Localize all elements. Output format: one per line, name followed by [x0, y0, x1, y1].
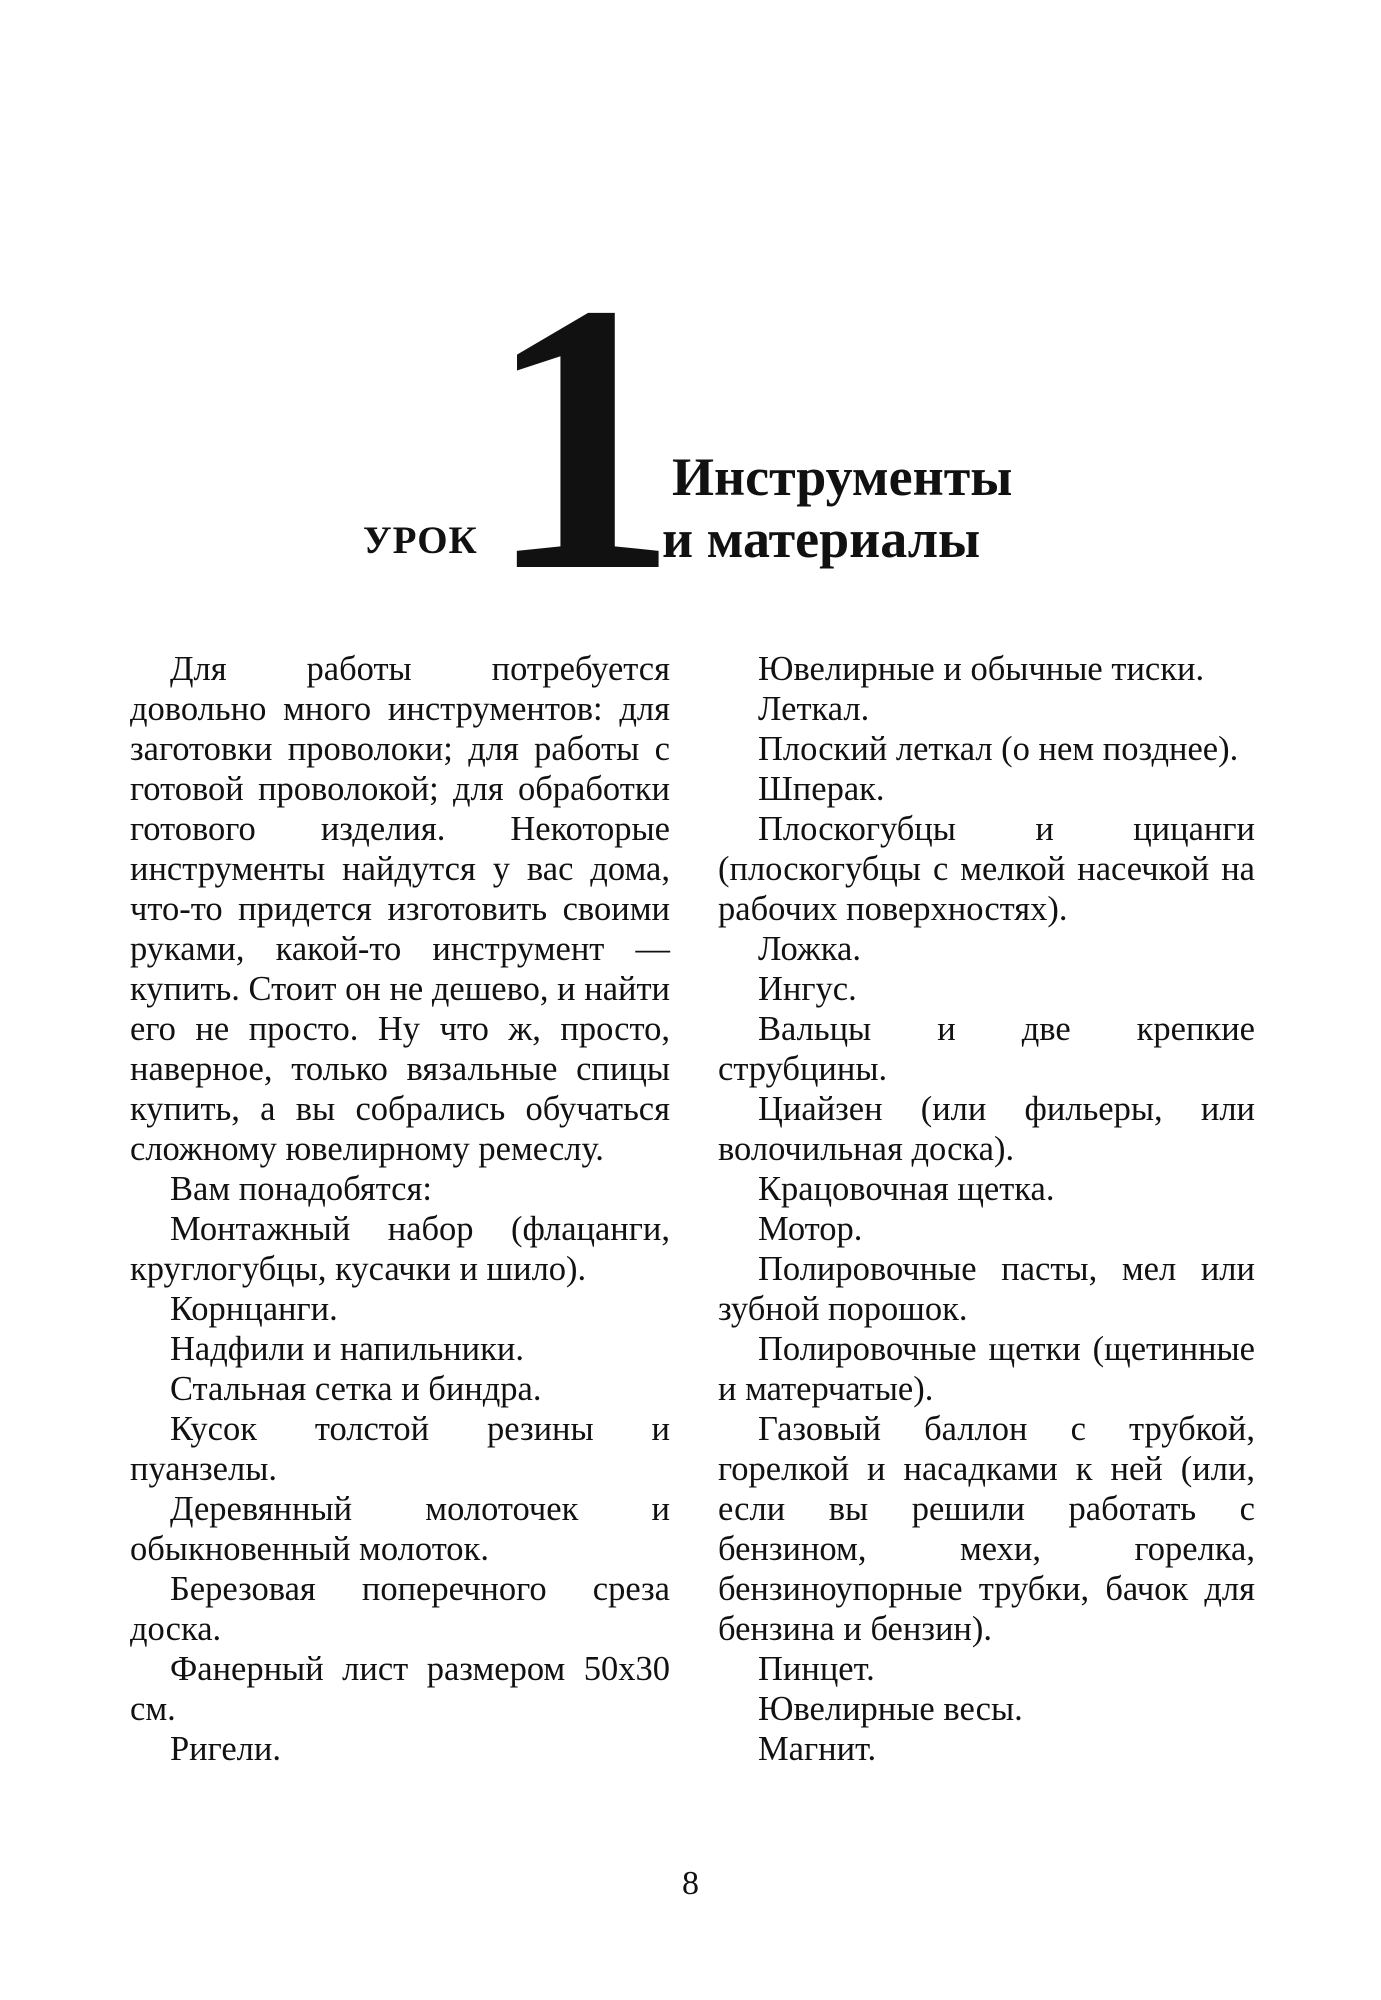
list-item: Стальная сетка и биндра. — [170, 1370, 542, 1408]
list-intro: Вам понадобятся: — [170, 1170, 432, 1208]
list-item: Корнцанги. — [170, 1290, 338, 1328]
list-item: Циайзен (или фильеры, или волочильная доска). — [718, 1090, 1255, 1168]
list-item: Ригели. — [170, 1730, 281, 1768]
lesson-title-line-2: и материалы — [662, 509, 981, 569]
lesson-label: УРОК — [363, 519, 478, 562]
list-item: Кусок толстой резины и пуанзелы. — [130, 1410, 670, 1488]
list-item: Ювелирные весы. — [758, 1690, 1023, 1728]
page-number: 8 — [682, 1865, 699, 1902]
list-item: Полировочные пасты, мел или зубной порошок. — [718, 1250, 1255, 1328]
list-item: Плоский леткал (о нем позднее). — [758, 730, 1239, 768]
lesson-title-line-1: Инструменты — [672, 447, 1013, 507]
list-item: Вальцы и две крепкие струбцины. — [718, 1010, 1255, 1088]
left-column — [130, 649, 670, 1769]
list-item: Ложка. — [758, 930, 861, 968]
list-item: Магнит. — [758, 1730, 877, 1768]
list-item: Пинцет. — [758, 1650, 875, 1688]
list-item: Мотор. — [758, 1210, 863, 1248]
list-item: Плоскогубцы и цицанги (плоскогубцы с мелкой насечкой на рабочих поверхностях). — [718, 810, 1255, 928]
list-item: Деревянный молоточек и обыкновенный молоток. — [130, 1490, 670, 1568]
list-item: Надфили и напильники. — [170, 1330, 524, 1368]
list-item: Фанерный лист размером 50x30 см. — [130, 1650, 670, 1728]
list-item: Крацовочная щетка. — [758, 1170, 1055, 1208]
list-item: Газовый баллон с трубкой, горелкой и насадками к ней (или, если вы решили работать с бензином, мехи, горелка, бензиноупорные трубки, бачок для бензина и бензин). — [718, 1410, 1255, 1648]
list-item: Леткал. — [758, 690, 870, 728]
lesson-number: 1 — [486, 246, 679, 576]
intro-paragraph: Для работы потребуется довольно много инструментов: для заготовки проволоки; для работы с готовой проволокой; для обработки готового изделия. Некоторые инструменты найдутся у вас дома, что-то придется изготовить своими руками, какой-то инструмент — купить. Стоит он не дешево, и найти его не просто. Ну что ж, просто, наверное, только вязальные спицы купить, а вы собрались обучаться сложному ювелирному ремеслу. — [130, 650, 671, 1168]
right-column — [718, 649, 1255, 1769]
list-item: Полировочные щетки (щетинные и матерчатые). — [718, 1330, 1255, 1408]
list-item: Березовая поперечного среза доска. — [130, 1570, 670, 1648]
list-item: Шперак. — [758, 770, 885, 808]
list-item: Ингус. — [758, 970, 857, 1008]
list-item: Монтажный набор (флацанги, круглогубцы, кусачки и шило). — [130, 1210, 670, 1288]
list-item: Ювелирные и обычные тиски. — [758, 650, 1205, 688]
